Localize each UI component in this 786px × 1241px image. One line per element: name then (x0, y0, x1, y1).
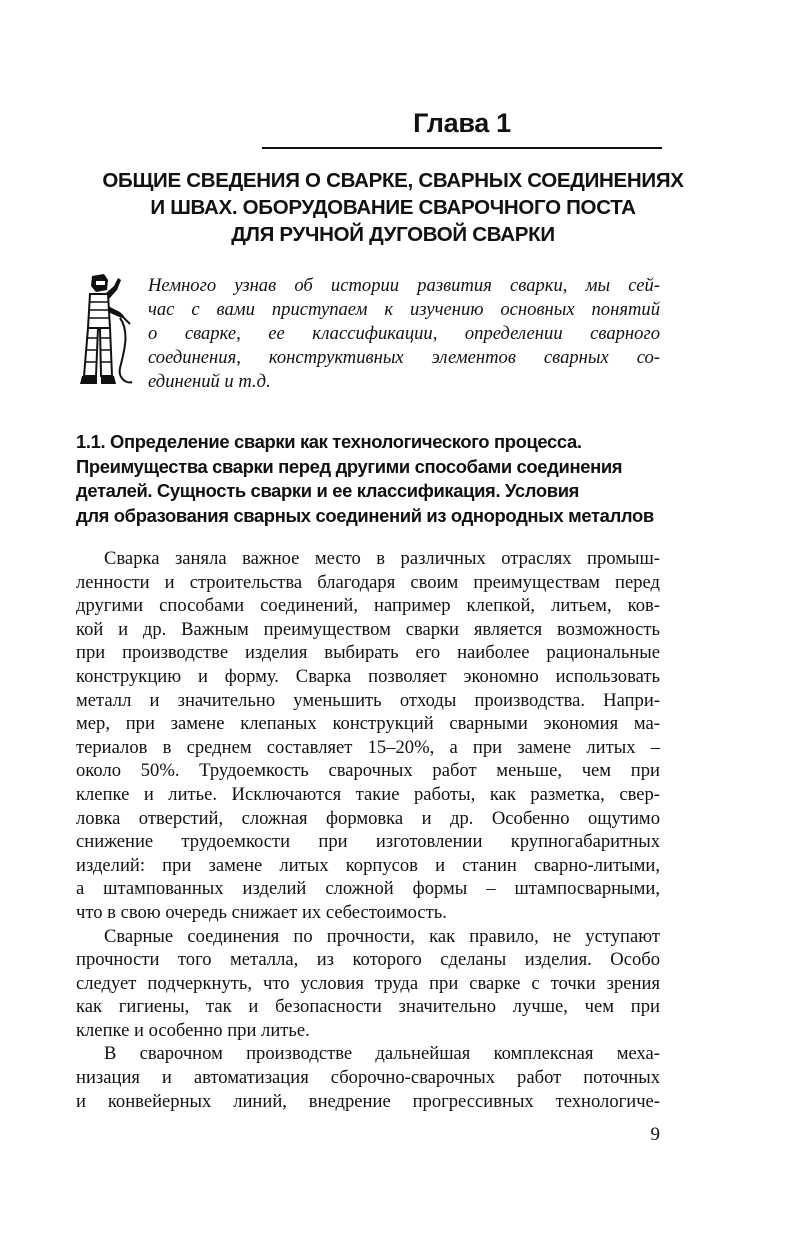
body-line: что в свою очередь снижает их себестоимость. (76, 901, 447, 923)
body-text (76, 547, 660, 1113)
body-line: Сварные соединения по прочности, как правило, не уступают (104, 925, 660, 947)
body-line: при производстве изделия выбирать его наиболее рациональные (76, 642, 660, 664)
chapter-title-line: И ШВАХ. ОБОРУДОВАНИЕ СВАРОЧНОГО ПОСТА (150, 196, 636, 219)
intro-line: Немного узнав об истории развития сварки, мы сей- (148, 275, 660, 296)
welder-illustration-icon (74, 272, 134, 392)
intro-line: единений и т.д. (148, 371, 271, 392)
chapter-title-line: ОБЩИЕ СВЕДЕНИЯ О СВАРКЕ, СВАРНЫХ СОЕДИНЕНИЯХ (102, 169, 684, 192)
page-number: 9 (650, 1124, 660, 1145)
chapter-rule (262, 147, 662, 149)
body-line: металл и значительно уменьшить отходы производства. Напри- (76, 689, 660, 711)
body-line: ловка отверстий, сложная формовка и др. Особенно ощутимо (76, 807, 660, 829)
body-line: ленности и строительства благодаря своим преимуществам перед (76, 571, 660, 593)
section-heading-line: для образования сварных соединений из однородных металлов (76, 504, 654, 526)
body-line: прочности того металла, из которого сделаны изделия. Особо (76, 949, 660, 971)
body-line: как гигиены, так и безопасности значительно лучше, чем при (76, 996, 660, 1018)
section-heading-line: Преимущества сварки перед другими способами соединения (76, 455, 623, 477)
body-line: конструкцию и форму. Сварка позволяет экономно использовать (76, 665, 660, 687)
body-line: Сварка заняла важное место в различных отраслях промыш- (104, 548, 660, 569)
body-line: изделий: при замене литых корпусов и станин сварно-литыми, (76, 854, 660, 876)
section-heading-line: деталей. Сущность сварки и ее классификация. Условия (76, 480, 580, 501)
body-line: другими способами соединений, например клепкой, литьем, ков- (76, 595, 660, 617)
body-line: а штампованных изделий сложной формы – штампосварными, (76, 878, 660, 900)
intro-line: час с вами приступаем к изучению основных понятий (148, 299, 660, 320)
body-line: следует подчеркнуть, что условия труда при сварке с точки зрения (76, 972, 660, 994)
intro-line: соединения, конструктивных элементов сварных со- (148, 347, 660, 368)
body-line: около 50%. Трудоемкость сварочных работ меньше, чем при (76, 760, 660, 782)
body-line: В сварочном производстве дальнейшая комплексная меха- (104, 1043, 660, 1065)
body-line: кой и др. Важным преимуществом сварки является возможность (76, 618, 660, 640)
body-line: и конвейерных линий, внедрение прогрессивных технологиче- (76, 1090, 660, 1112)
body-line: териалов в среднем составляет 15–20%, а при замене литых – (76, 736, 660, 758)
body-line: клепке и особенно при литье. (76, 1019, 310, 1041)
chapter-label: Глава 1 (413, 108, 511, 138)
chapter-intro (148, 274, 660, 394)
body-line: снижение трудоемкости при изготовлении крупногабаритных (76, 831, 660, 853)
intro-line: о сварке, ее классификации, определении сварного (148, 323, 660, 344)
body-line: мер, при замене клепаных конструкций сварными экономия ма- (76, 713, 660, 735)
body-line: низация и автоматизация сборочно-сварочных работ поточных (76, 1067, 660, 1089)
section-heading (76, 430, 666, 528)
section-heading-line: 1.1. Определение сварки как технологического процесса. (76, 431, 582, 452)
chapter-title-line: ДЛЯ РУЧНОЙ ДУГОВОЙ СВАРКИ (231, 223, 555, 246)
chapter-title (78, 167, 708, 248)
body-line: клепке и литье. Исключаются такие работы, как разметка, свер- (76, 783, 660, 805)
